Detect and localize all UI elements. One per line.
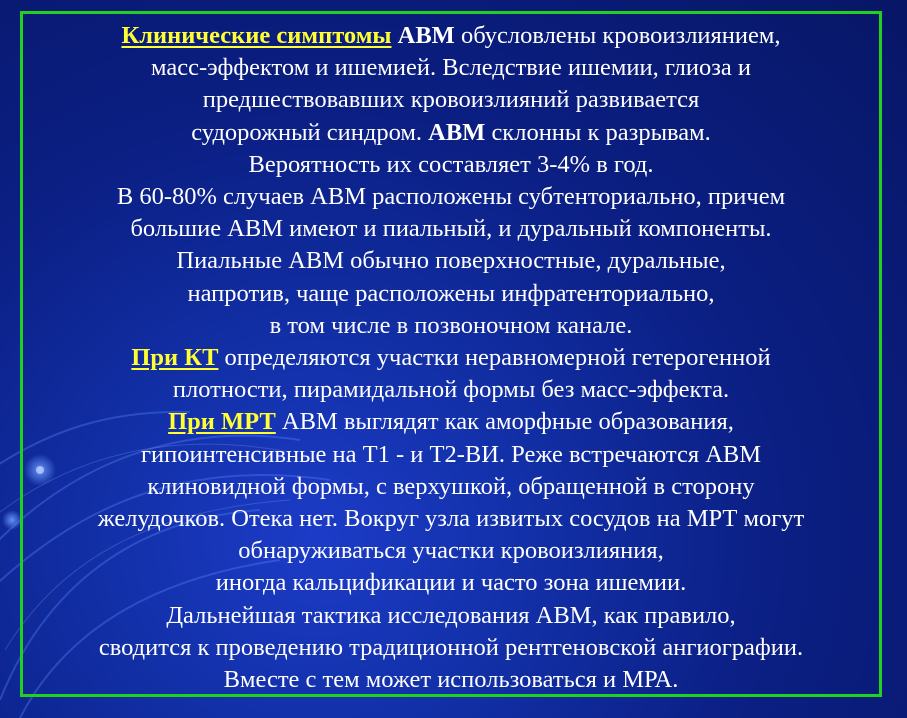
bold-term: АВМ: [428, 118, 486, 146]
text-line-18: иногда кальцификации и часто зона ишемии.: [215, 569, 687, 597]
line-text: судорожный синдром.: [191, 118, 429, 146]
text-line-9: напротив, чаще расположены инфратенториально,: [187, 279, 715, 307]
bold-term: АВМ: [397, 22, 455, 49]
text-line-14: гипоинтенсивные на Т1 - и Т2-ВИ. Реже встречаются АВМ: [140, 440, 762, 468]
text-line-19: Дальнейшая тактика исследования АВМ, как правило,: [166, 601, 736, 629]
line-text: АВМ выглядят как аморфные образования,: [275, 408, 734, 436]
text-line-1: [23, 20, 879, 52]
text-line-8: Пиальные АВМ обычно поверхностные, дуральные,: [176, 247, 726, 275]
text-line-6: В 60-80% случаев АВМ расположены субтенториально, причем: [116, 183, 786, 211]
text-line-5: Вероятность их составляет 3-4% в год.: [248, 150, 654, 178]
highlight-clinical-symptoms: Клинические симптомы: [121, 22, 392, 49]
text-line-12: плотности, пирамидальной формы без масс-эффекта.: [172, 376, 730, 404]
text-line-2: масс-эффектом и ишемией. Вследствие ишемии, глиоза и: [150, 54, 751, 82]
text-line-16: желудочков. Отека нет. Вокруг узла извитых сосудов на МРТ могут: [97, 505, 805, 533]
text-line-10: в том числе в позвоночном канале.: [269, 311, 633, 339]
text-line-3: предшествовавших кровоизлияний развивается: [202, 86, 700, 114]
text-line-11: [23, 342, 879, 374]
text-line-20: сводится к проведению традиционной рентгеновской ангиографии.: [98, 633, 804, 661]
text-line-15: клиновидной формы, с верхушкой, обращенной в сторону: [147, 472, 755, 500]
line-text: обусловлены кровоизлиянием,: [454, 22, 781, 49]
slide-body-text: [23, 20, 879, 696]
text-line-17: обнаруживаться участки кровоизлияния,: [238, 537, 664, 565]
text-line-4: [23, 117, 879, 149]
line-text: склонны к разрывам.: [485, 118, 711, 146]
line-text: определяются участки неравномерной гетерогенной: [218, 344, 771, 372]
highlight-mri: При МРТ: [168, 408, 276, 436]
text-line-7: большие АВМ имеют и пиальный, и дуральный компоненты.: [130, 215, 772, 243]
text-line-21: Вместе с тем может использоваться и МРА.: [223, 666, 679, 694]
text-line-13: [23, 406, 879, 438]
highlight-ct: При КТ: [131, 344, 219, 372]
